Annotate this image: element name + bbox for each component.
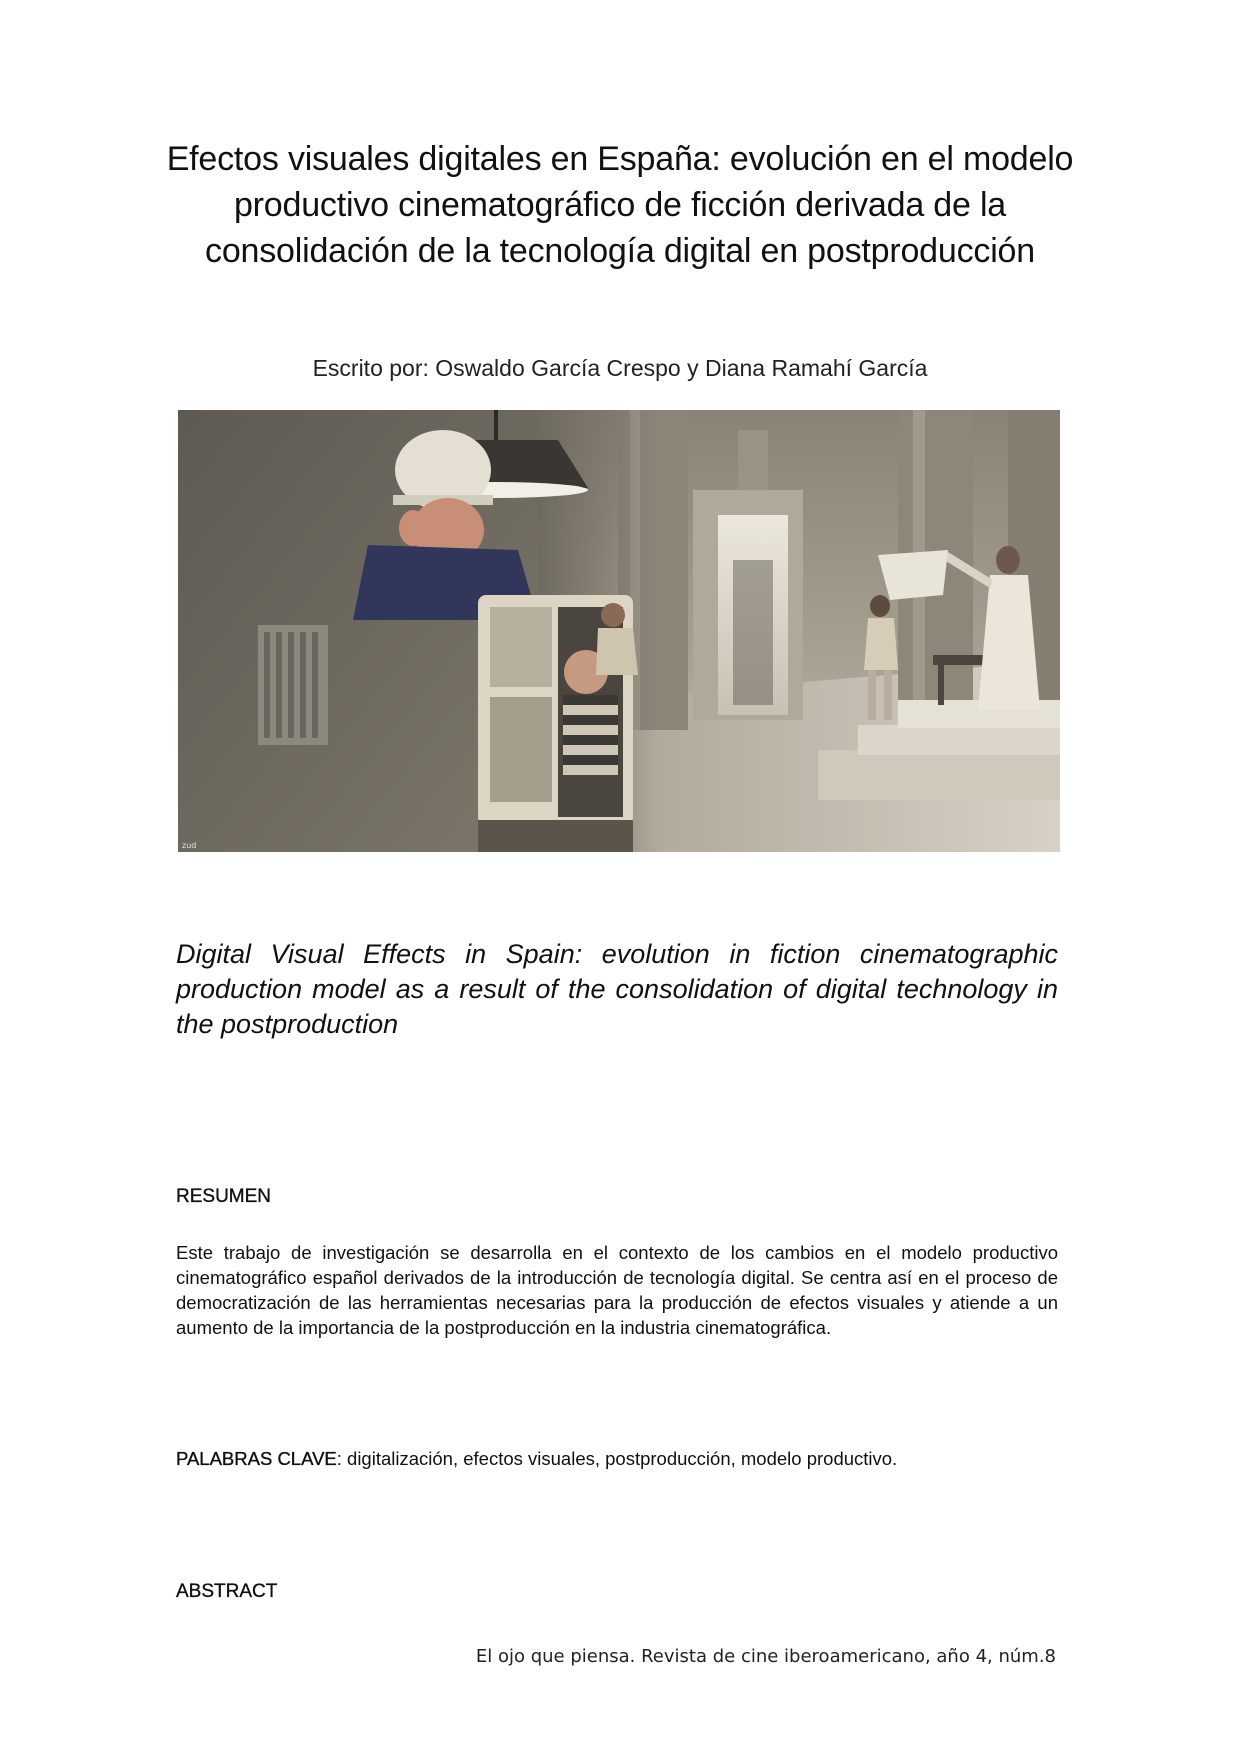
film-still-illustration [178, 410, 1060, 852]
abstract-heading: ABSTRACT [176, 1581, 278, 1602]
paper-authors: Escrito por: Oswaldo García Crespo y Diana Ramahí García [312, 355, 928, 381]
keywords-line [176, 1446, 1058, 1471]
resumen-heading: RESUMEN [176, 1186, 272, 1207]
resumen-text: Este trabajo de investigación se desarrolla en el contexto de los cambios en el modelo productivo cinematográfico español derivados de la introducción de tecnología digital. Se centra así en el proceso de democratización de las herramientas necesarias para la producción de efectos visuales y atiende a un aumento de la importancia de la postproducción en la industria cinematográfica. [176, 1242, 1058, 1338]
paper-title: Efectos visuales digitales en España: evolución en el modelo productivo cinematográfico de ficción derivada de la consolidación de la tecnología digital en postproducción [166, 140, 1074, 270]
keywords-text: : digitalización, efectos visuales, postproducción, modelo productivo. [336, 1448, 898, 1469]
keywords-label: PALABRAS CLAVE [176, 1448, 337, 1469]
page-footer: El ojo que piensa. Revista de cine iberoamericano, año 4, núm.8 [475, 1646, 1056, 1667]
film-still-collage [178, 410, 1060, 852]
english-title: Digital Visual Effects in Spain: evolution in fiction cinematographic production model as a result of the consolidation of digital technology in the postproduction [176, 939, 1058, 1039]
figure-watermark: zud [182, 841, 197, 850]
